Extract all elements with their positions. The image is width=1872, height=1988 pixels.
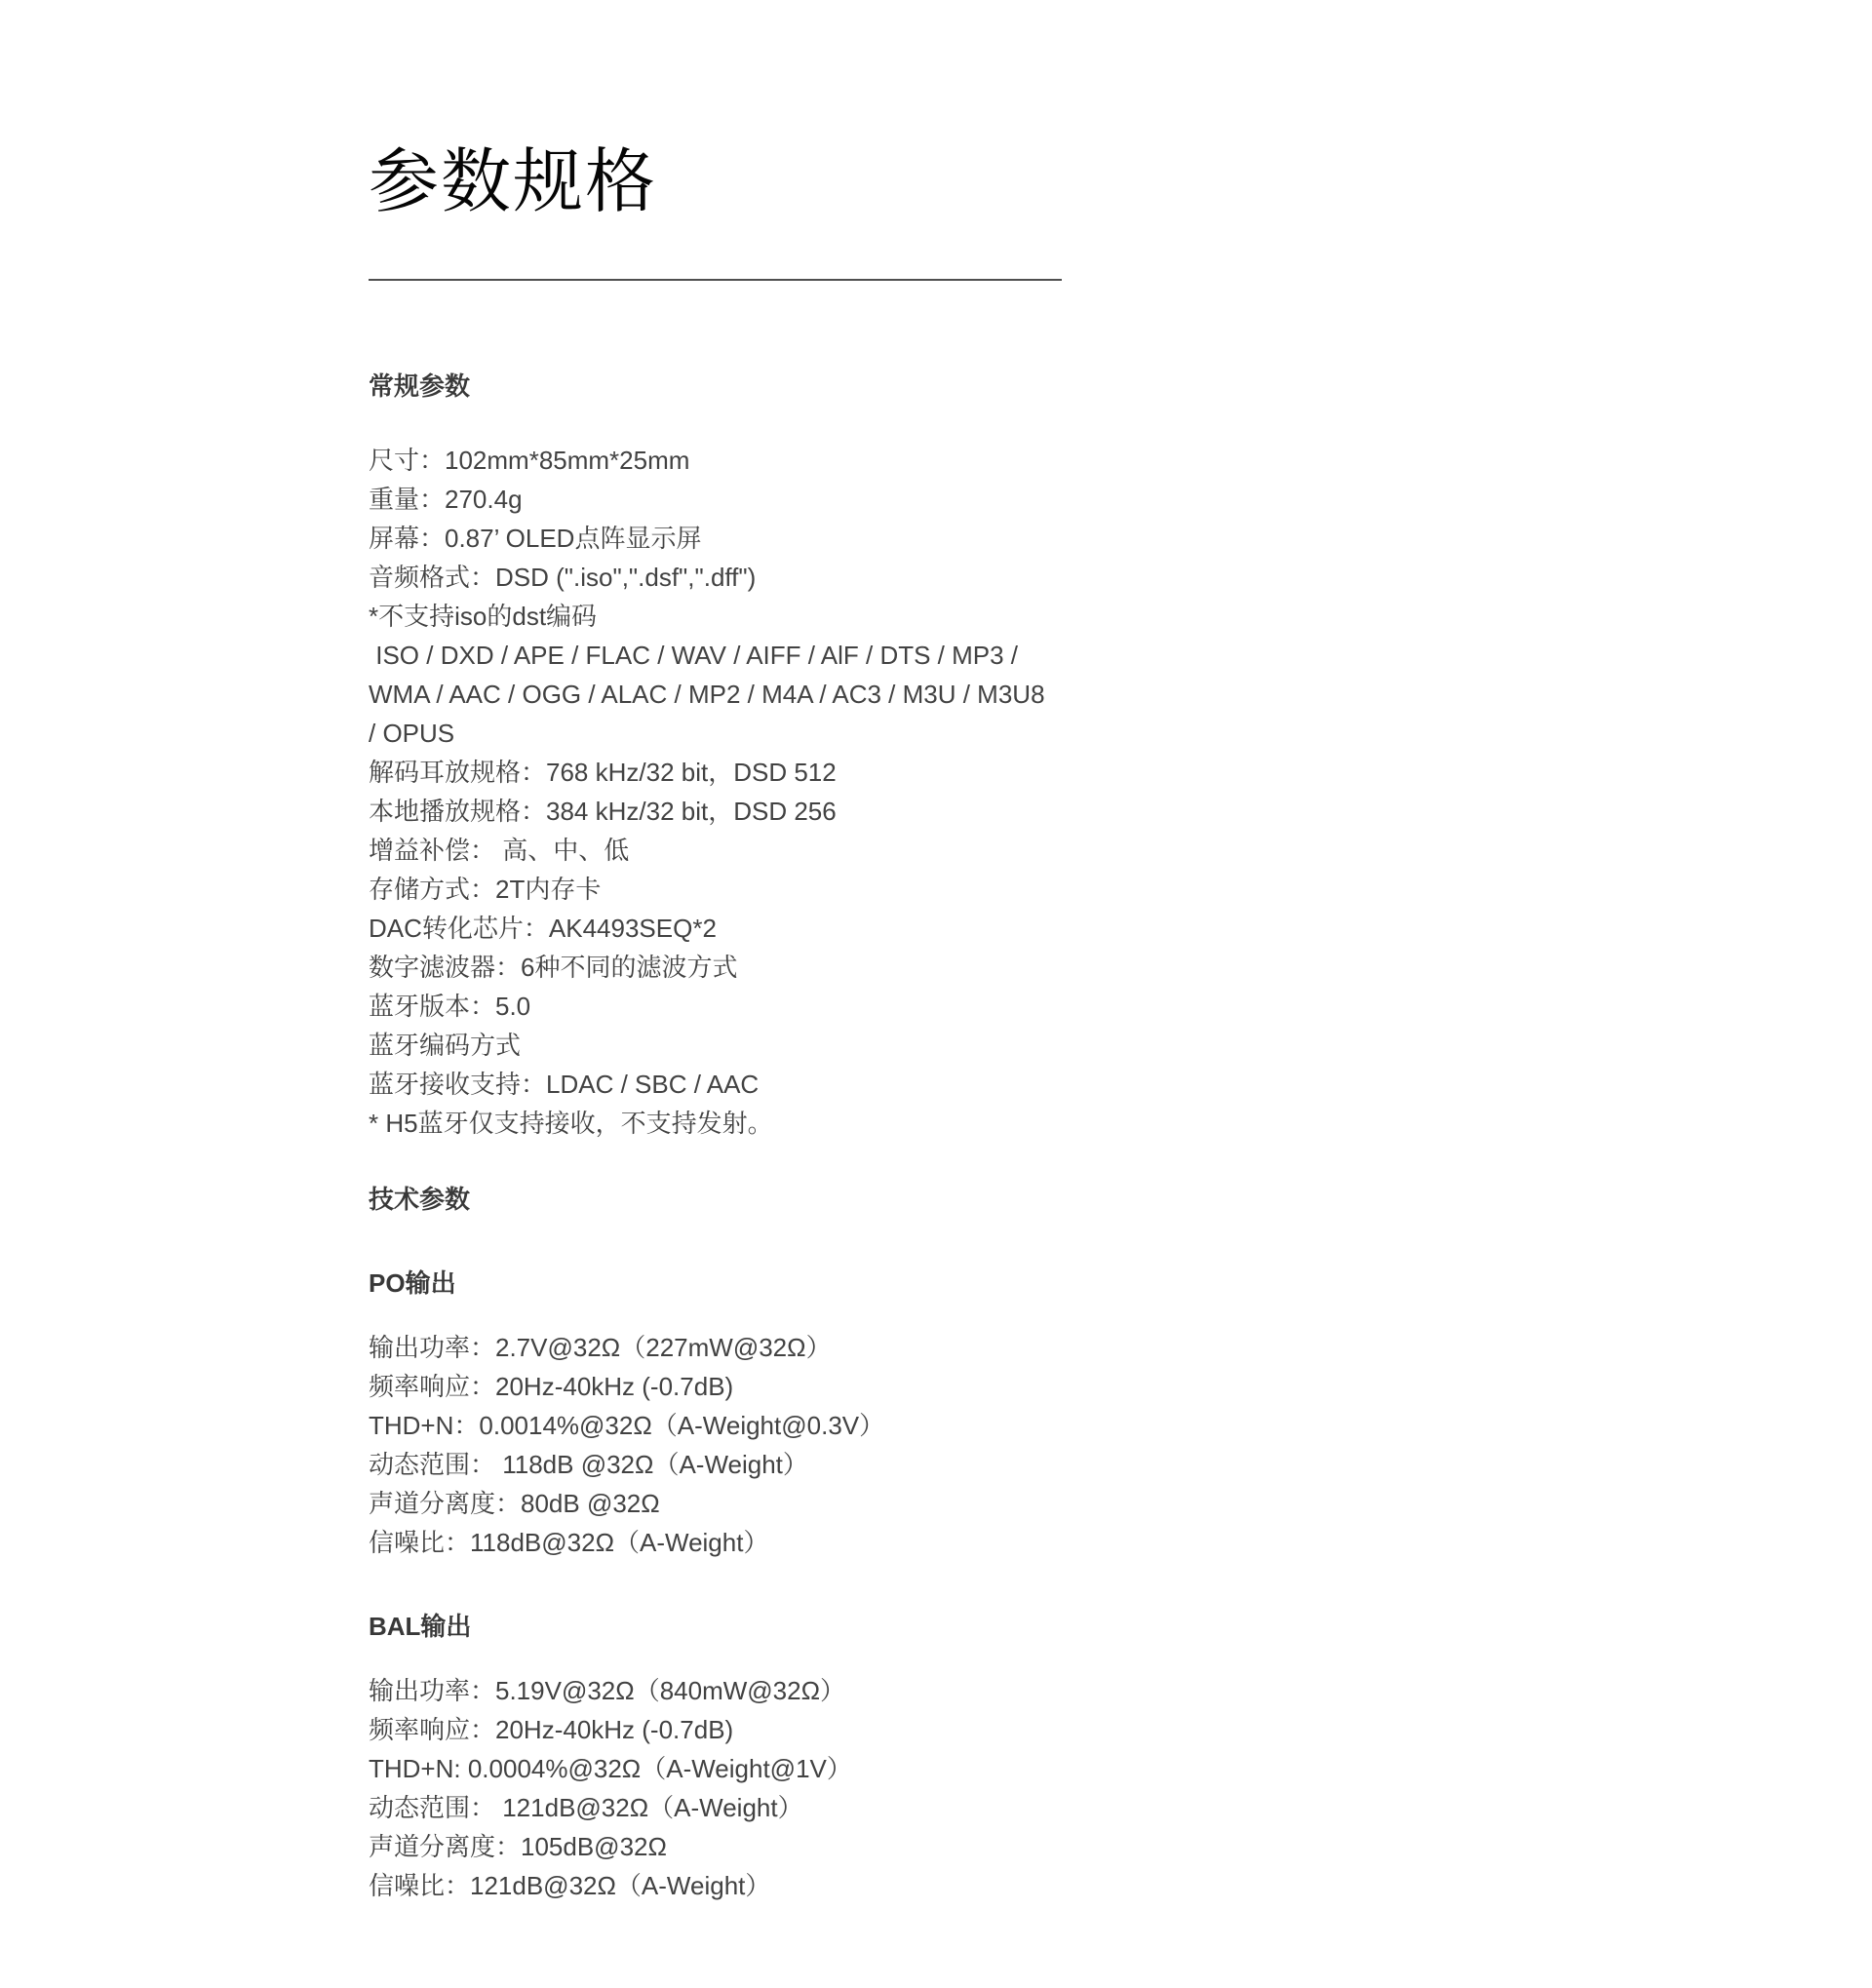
bal-spec-list <box>369 1671 1129 1905</box>
spec-line: 存储方式：2T内存卡 <box>369 875 602 904</box>
spec-line: 蓝牙编码方式 <box>369 1031 522 1060</box>
spec-line: 数字滤波器：6种不同的滤波方式 <box>369 953 738 982</box>
spec-line: 增益补偿： 高、中、低 <box>369 836 630 865</box>
spec-line: 动态范围： 118dB @32Ω（A-Weight） <box>369 1450 808 1479</box>
spec-line: THD+N: 0.0004%@32Ω（A-Weight@1V） <box>369 1754 852 1783</box>
spec-line: *不支持iso的dst编码 <box>369 602 598 631</box>
spec-line: 尺寸：102mm*85mm*25mm <box>369 446 690 475</box>
spec-line: 音频格式：DSD (".iso",".dsf",".dff") <box>369 563 757 592</box>
spec-line: 重量：270.4g <box>369 485 523 514</box>
spec-line: 蓝牙接收支持：LDAC / SBC / AAC <box>369 1070 760 1099</box>
spec-line: ISO / DXD / APE / FLAC / WAV / AIFF / AlF / DTS / MP3 / <box>369 641 1019 670</box>
spec-line: DAC转化芯片：AK4493SEQ*2 <box>369 914 717 943</box>
subsection-heading-po: PO输出 <box>369 1268 456 1298</box>
spec-line: 屏幕：0.87’ OLED点阵显示屏 <box>369 524 702 553</box>
spec-line: 频率响应：20Hz-40kHz (-0.7dB) <box>369 1372 734 1401</box>
spec-line: 频率响应：20Hz-40kHz (-0.7dB) <box>369 1715 734 1744</box>
subsection-po <box>369 1264 1129 1562</box>
page-title: 参数规格 <box>369 143 658 221</box>
spec-line: THD+N：0.0014%@32Ω（A-Weight@0.3V） <box>369 1411 885 1440</box>
spec-line: 解码耳放规格：768 kHz/32 bit，DSD 512 <box>369 758 837 787</box>
spec-content <box>369 0 1129 1905</box>
subsection-heading-bal: BAL输出 <box>369 1612 472 1641</box>
section-heading-technical: 技术参数 <box>369 1185 471 1214</box>
spec-line: WMA / AAC / OGG / ALAC / MP2 / M4A / AC3 / M3U / M3U8 <box>369 680 1045 709</box>
subsection-bal <box>369 1607 1129 1905</box>
spec-line: 输出功率：2.7V@32Ω（227mW@32Ω） <box>369 1333 832 1362</box>
spec-line: 动态范围： 121dB@32Ω（A-Weight） <box>369 1793 803 1822</box>
spec-line: 输出功率：5.19V@32Ω（840mW@32Ω） <box>369 1676 846 1705</box>
spec-line: 声道分离度：105dB@32Ω <box>369 1832 667 1861</box>
spec-line: * H5蓝牙仅支持接收，不支持发射。 <box>369 1109 773 1138</box>
po-spec-list <box>369 1328 1129 1562</box>
spec-line: 信噪比：118dB@32Ω（A-Weight） <box>369 1528 769 1557</box>
spec-line: 声道分离度：80dB @32Ω <box>369 1489 660 1518</box>
spec-line: 蓝牙版本：5.0 <box>369 992 531 1021</box>
section-heading-general: 常规参数 <box>369 371 471 401</box>
spec-line: 信噪比：121dB@32Ω（A-Weight） <box>369 1871 771 1900</box>
title-divider <box>369 279 1062 281</box>
general-spec-list <box>369 441 1129 1143</box>
spec-line: 本地播放规格：384 kHz/32 bit，DSD 256 <box>369 797 837 826</box>
spec-line: / OPUS <box>369 719 455 748</box>
